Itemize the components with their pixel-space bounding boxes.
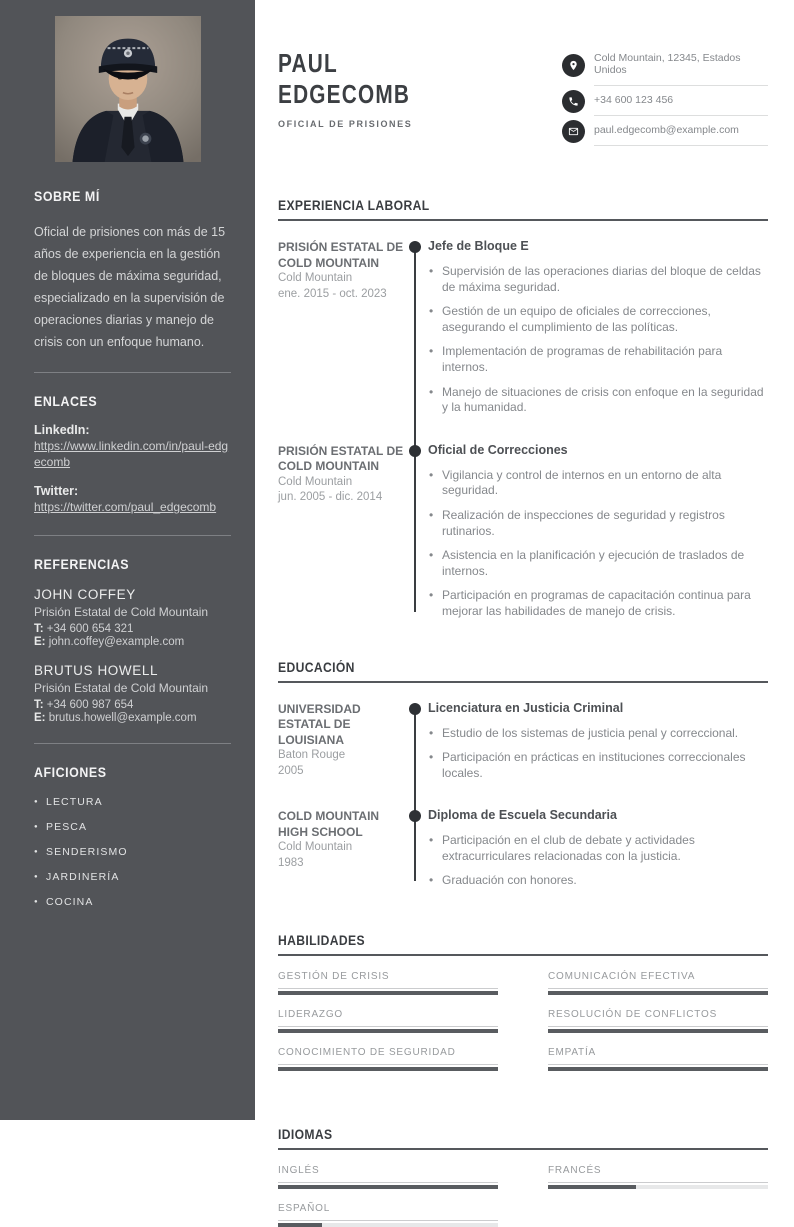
entry-org-block [278,809,406,871]
skill-bar-fill [548,991,768,995]
languages-grid [278,1165,768,1227]
skill-bar [548,1026,768,1033]
experience-entry [278,443,768,620]
skill-label: LIDERAZGO [278,1009,343,1021]
education-dates: 1983 [278,856,304,869]
skills-heading: HABILIDADES [278,933,365,949]
education-heading: EDUCACIÓN [278,659,355,675]
email-value: john.coffey@example.com [48,635,185,648]
link-label: Twitter: [34,484,79,499]
language-bar [548,1182,768,1189]
bullet-item: • Graduación con honores. [428,873,768,889]
bullet-item: • Participación en programas de capacitación continua para mejorar las habilidades de manejo de crisis. [428,588,768,619]
school-location: Baton Rouge [278,749,346,762]
contact-phone: +34 600 123 456 [594,86,768,116]
sidebar [0,0,255,1120]
sidebar-section-links [34,394,231,516]
phone-icon [562,90,585,113]
timeline-dot [409,445,421,457]
twitter-link[interactable]: https://twitter.com/paul_edgecomb [34,500,217,515]
contact-row-phone [562,86,768,116]
skill-label: CONOCIMIENTO DE SEGURIDAD [278,1047,456,1059]
company-location: Cold Mountain [278,272,353,285]
link-item-linkedin [34,423,231,470]
profile-photo [55,16,201,162]
link-label: LinkedIn: [34,423,90,437]
reference-organization: Prisión Estatal de Cold Mountain [34,604,209,619]
skill-item [278,1047,498,1071]
email-value: brutus.howell@example.com [48,711,197,724]
language-bar [278,1220,498,1227]
skill-bar-fill [278,1029,498,1033]
skill-bar-fill [278,991,498,995]
skill-bar-fill [278,1067,498,1071]
skill-bar [278,1026,498,1033]
hobby-item: ● PESCA [34,821,231,833]
reference-organization: Prisión Estatal de Cold Mountain [34,680,209,695]
hobby-item: ● LECTURA [34,796,231,808]
contact-row-email [562,116,768,146]
reference-name: BRUTUS HOWELL [34,662,159,678]
bullet-item: • Participación en el club de debate y actividades extracurriculares relacionadas con la justicia. [428,833,768,864]
sidebar-section-hobbies [34,765,231,908]
language-bar-fill [278,1185,498,1189]
section-skills [278,933,768,1071]
section-rule [278,681,768,683]
skill-bar [278,988,498,995]
education-entry [278,808,768,889]
reference-item [34,663,231,724]
main-content [255,0,794,1215]
language-bar-fill [278,1223,322,1227]
hobby-item: ● COCINA [34,896,231,908]
entry-org-block [278,702,406,780]
bullet-item: • Realización de inspecciones de seguridad y registros rutinarios. [428,508,768,539]
role-title: Jefe de Bloque E [428,239,529,253]
language-label: ESPAÑOL [278,1203,331,1215]
language-bar-fill [548,1185,636,1189]
section-languages [278,1127,768,1227]
degree-bullets [428,833,768,889]
sidebar-section-references [34,557,231,724]
bullet-item: • Participación en prácticas en instituciones correccionales locales. [428,750,768,781]
hobby-item: ● JARDINERÍA [34,871,231,883]
education-entry [278,701,768,782]
skills-grid [278,971,768,1071]
timeline-dot [409,703,421,715]
sidebar-section-about [34,189,231,353]
envelope-icon [562,120,585,143]
entry-org-block [278,240,406,302]
language-bar [278,1182,498,1189]
entry-org-block [278,444,406,506]
bullet-item: • Gestión de un equipo de oficiales de correcciones, asegurando el cumplimiento de las políticas. [428,304,768,335]
person-job-title: OFICIAL DE PRISIONES [278,119,413,129]
linkedin-link[interactable]: https://www.linkedin.com/in/paul-edgecomb [34,439,229,470]
link-item-twitter [34,484,231,515]
language-label: INGLÉS [278,1165,320,1177]
skill-bar-fill [548,1067,768,1071]
role-title: Oficial de Correcciones [428,442,568,457]
header [278,48,768,146]
officer-portrait-illustration [55,16,201,162]
phone-value: +34 600 987 654 [46,698,134,711]
email-label: E: [34,711,46,724]
bullet-item: • Estudio de los sistemas de justicia penal y correccional. [428,726,768,742]
section-education [278,660,768,890]
first-name: PAUL [278,48,338,78]
section-rule [278,1148,768,1150]
contact-email: paul.edgecomb@example.com [594,116,768,146]
reference-name: JOHN COFFEY [34,586,136,602]
references-heading: REFERENCIAS [34,556,130,572]
languages-heading: IDIOMAS [278,1127,333,1143]
skill-item [548,1009,768,1033]
language-item [548,1165,768,1189]
experience-entries [278,239,768,620]
contact-location: Cold Mountain, 12345, Estados Unidos [594,44,768,86]
name-block [278,48,443,129]
hobby-item: ● SENDERISMO [34,846,231,858]
sidebar-divider [34,743,231,744]
bullet-item: • Asistencia en la planificación y ejecución de traslados de internos. [428,548,768,579]
timeline-dot [409,241,421,253]
company-name: PRISIÓN ESTATAL DE COLD MOUNTAIN [278,443,404,474]
skill-label: GESTIÓN DE CRISIS [278,971,390,983]
location-pin-icon [562,54,585,77]
skill-item [278,971,498,995]
degree-title: Diploma de Escuela Secundaria [428,808,617,823]
phone-label: T: [34,698,44,711]
education-dates: 2005 [278,764,304,777]
skill-item [278,1009,498,1033]
reference-phone [34,623,231,635]
experience-entry [278,239,768,416]
school-name: COLD MOUNTAIN HIGH SCHOOL [278,809,380,839]
bullet-item: • Implementación de programas de rehabilitación para internos. [428,344,768,375]
links-heading: ENLACES [34,394,98,409]
skill-label: COMUNICACIÓN EFECTIVA [548,971,696,983]
school-location: Cold Mountain [278,841,353,854]
role-bullets [428,468,768,620]
company-location: Cold Mountain [278,475,353,488]
school-name: UNIVERSIDAD ESTATAL DE LOUISIANA [278,701,361,747]
skill-bar [548,1064,768,1071]
contact-block [562,44,768,146]
skill-bar [548,988,768,995]
language-item [278,1203,498,1227]
reference-email [34,636,231,648]
experience-heading: EXPERIENCIA LABORAL [278,198,430,213]
sidebar-divider [34,372,231,373]
sidebar-divider [34,535,231,536]
degree-bullets [428,726,768,782]
employment-dates: jun. 2005 - dic. 2014 [278,491,383,504]
employment-dates: ene. 2015 - oct. 2023 [278,287,387,300]
company-name: PRISIÓN ESTATAL DE COLD MOUNTAIN [278,240,404,270]
last-name: EDGECOMB [278,79,411,109]
language-label: FRANCÉS [548,1165,602,1177]
hobbies-heading: AFICIONES [34,764,107,780]
section-experience [278,198,768,620]
skill-label: EMPATÍA [548,1047,597,1059]
reference-email [34,712,231,724]
reference-phone [34,699,231,711]
language-item [278,1165,498,1189]
skill-bar-fill [548,1029,768,1033]
timeline-dot [409,810,421,822]
bullet-item: • Supervisión de las operaciones diarias del bloque de celdas de máxima seguridad. [428,264,768,295]
degree-title: Licenciatura en Justicia Criminal [428,700,624,715]
education-entries [278,701,768,890]
phone-value: +34 600 654 321 [46,622,134,635]
skill-label: RESOLUCIÓN DE CONFLICTOS [548,1009,718,1021]
bullet-item: • Manejo de situaciones de crisis con enfoque en la seguridad y la humanidad. [428,385,768,416]
skill-bar [278,1064,498,1071]
role-bullets [428,264,768,416]
skill-item [548,1047,768,1071]
section-rule [278,954,768,956]
contact-row-location [562,44,768,86]
hobby-list [34,796,231,908]
reference-item [34,587,231,648]
section-rule [278,219,768,221]
bullet-item: • Vigilancia y control de internos en un entorno de alta seguridad. [428,468,768,499]
about-heading: SOBRE MÍ [34,189,100,204]
phone-label: T: [34,622,44,635]
skill-item [548,971,768,995]
about-text: Oficial de prisiones con más de 15 años de experiencia en la gestión de bloques de máxima seguridad, especializado en la supervisión de operaciones diarias y manejo de crisis con un enfoque humano. [34,225,226,349]
email-label: E: [34,635,46,648]
